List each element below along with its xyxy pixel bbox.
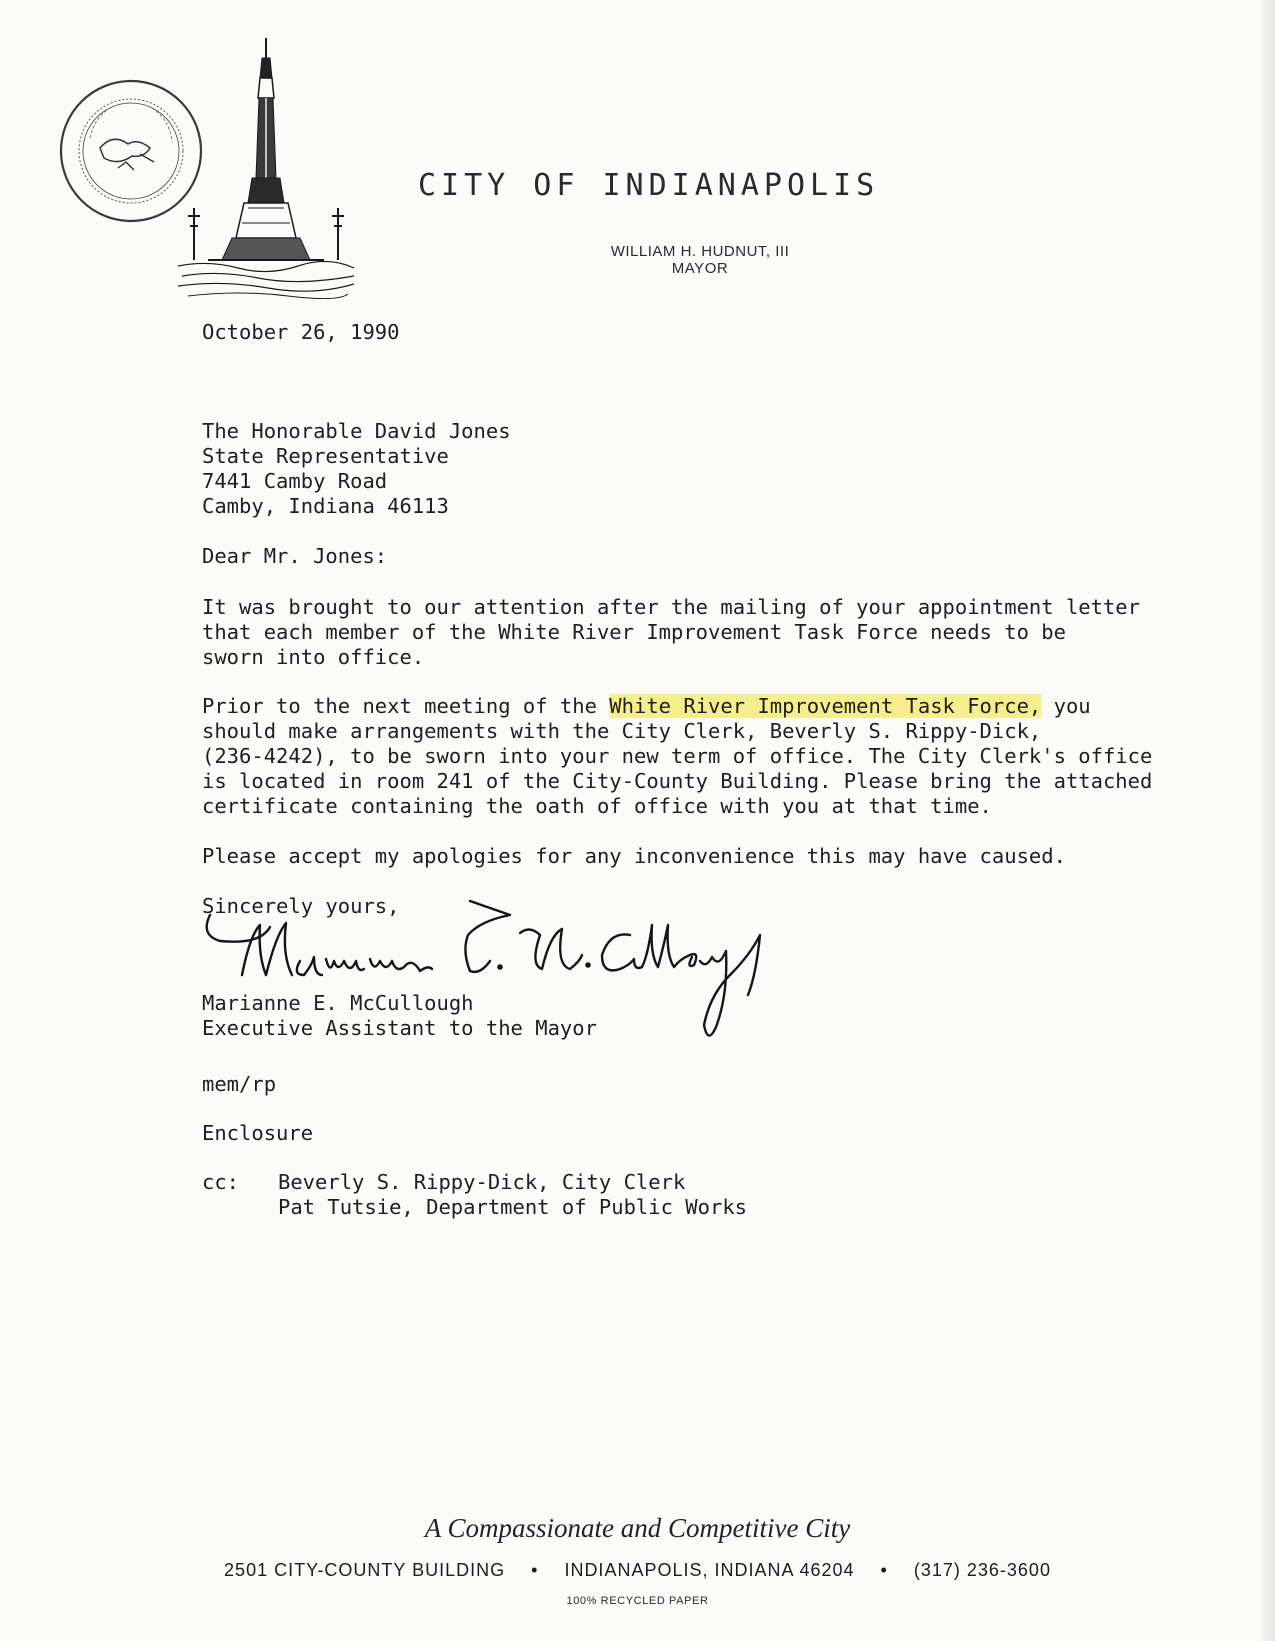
bullet-separator: • — [531, 1560, 539, 1580]
paragraph-line: is located in room 241 of the City-County Building. Please bring the attached — [202, 769, 1153, 793]
cc-list — [278, 1170, 747, 1220]
letter-date: October 26, 1990 — [202, 320, 400, 344]
paragraph-line: should make arrangements with the City Clerk, Beverly S. Rippy-Dick, — [202, 719, 1042, 743]
enclosure-note: Enclosure — [202, 1121, 314, 1145]
recipient-line: The Honorable David Jones — [202, 419, 511, 443]
mayor-name: WILLIAM H. HUDNUT, III — [610, 243, 790, 260]
closing: Sincerely yours, — [202, 894, 400, 918]
paper-edge — [1261, 0, 1275, 1641]
paragraph-line — [202, 694, 1152, 719]
cc-recipient: Beverly S. Rippy-Dick, City Clerk — [278, 1170, 686, 1194]
paragraph-3: Please accept my apologies for any inconvenience this may have caused. — [202, 844, 1066, 868]
paragraph-line: that each member of the White River Improvement Task Force needs to be — [202, 620, 1066, 644]
recipient-address — [202, 419, 511, 519]
footer-phone: (317) 236-3600 — [913, 1560, 1051, 1580]
recipient-line: 7441 Camby Road — [202, 469, 388, 493]
paragraph-line: (236-4242), to be sworn into your new term of office. The City Clerk's office — [202, 744, 1153, 768]
signer-title: Executive Assistant to the Mayor — [202, 1016, 597, 1040]
recycled-paper-note: 100% RECYCLED PAPER — [566, 1595, 709, 1607]
recipient-line: Camby, Indiana 46113 — [202, 494, 449, 518]
city-tagline: A Compassionate and Competitive City — [424, 1513, 851, 1543]
paragraph-line: It was brought to our attention after the mailing of your appointment letter — [202, 595, 1140, 619]
salutation: Dear Mr. Jones: — [202, 544, 388, 568]
paragraph-text: you — [1041, 694, 1091, 718]
footer-city: INDIANAPOLIS, INDIANA 46204 — [564, 1560, 855, 1580]
recipient-line: State Representative — [202, 444, 449, 468]
mayor-title: MAYOR — [671, 260, 729, 277]
paragraph-1 — [202, 595, 1140, 670]
cc-recipient: Pat Tutsie, Department of Public Works — [278, 1195, 747, 1219]
paragraph-2 — [202, 694, 1152, 819]
cc-label: cc: — [202, 1170, 240, 1194]
typist-initials: mem/rp — [202, 1072, 277, 1096]
signer-name: Marianne E. McCullough — [202, 991, 474, 1015]
paragraph-line: certificate containing the oath of office with you at that time. — [202, 794, 992, 818]
highlighted-task-force-name: White River Improvement Task Force, — [609, 694, 1042, 718]
signer-block — [202, 991, 597, 1041]
bullet-separator: • — [880, 1560, 888, 1580]
paragraph-text: Prior to the next meeting of the — [202, 694, 610, 718]
footer-address — [0, 1560, 1275, 1581]
city-name-heading: CITY OF INDIANAPOLIS — [418, 168, 880, 203]
footer-building: 2501 CITY-COUNTY BUILDING — [224, 1560, 506, 1580]
monument-illustration-icon — [178, 38, 354, 308]
paragraph-line: sworn into office. — [202, 645, 425, 669]
